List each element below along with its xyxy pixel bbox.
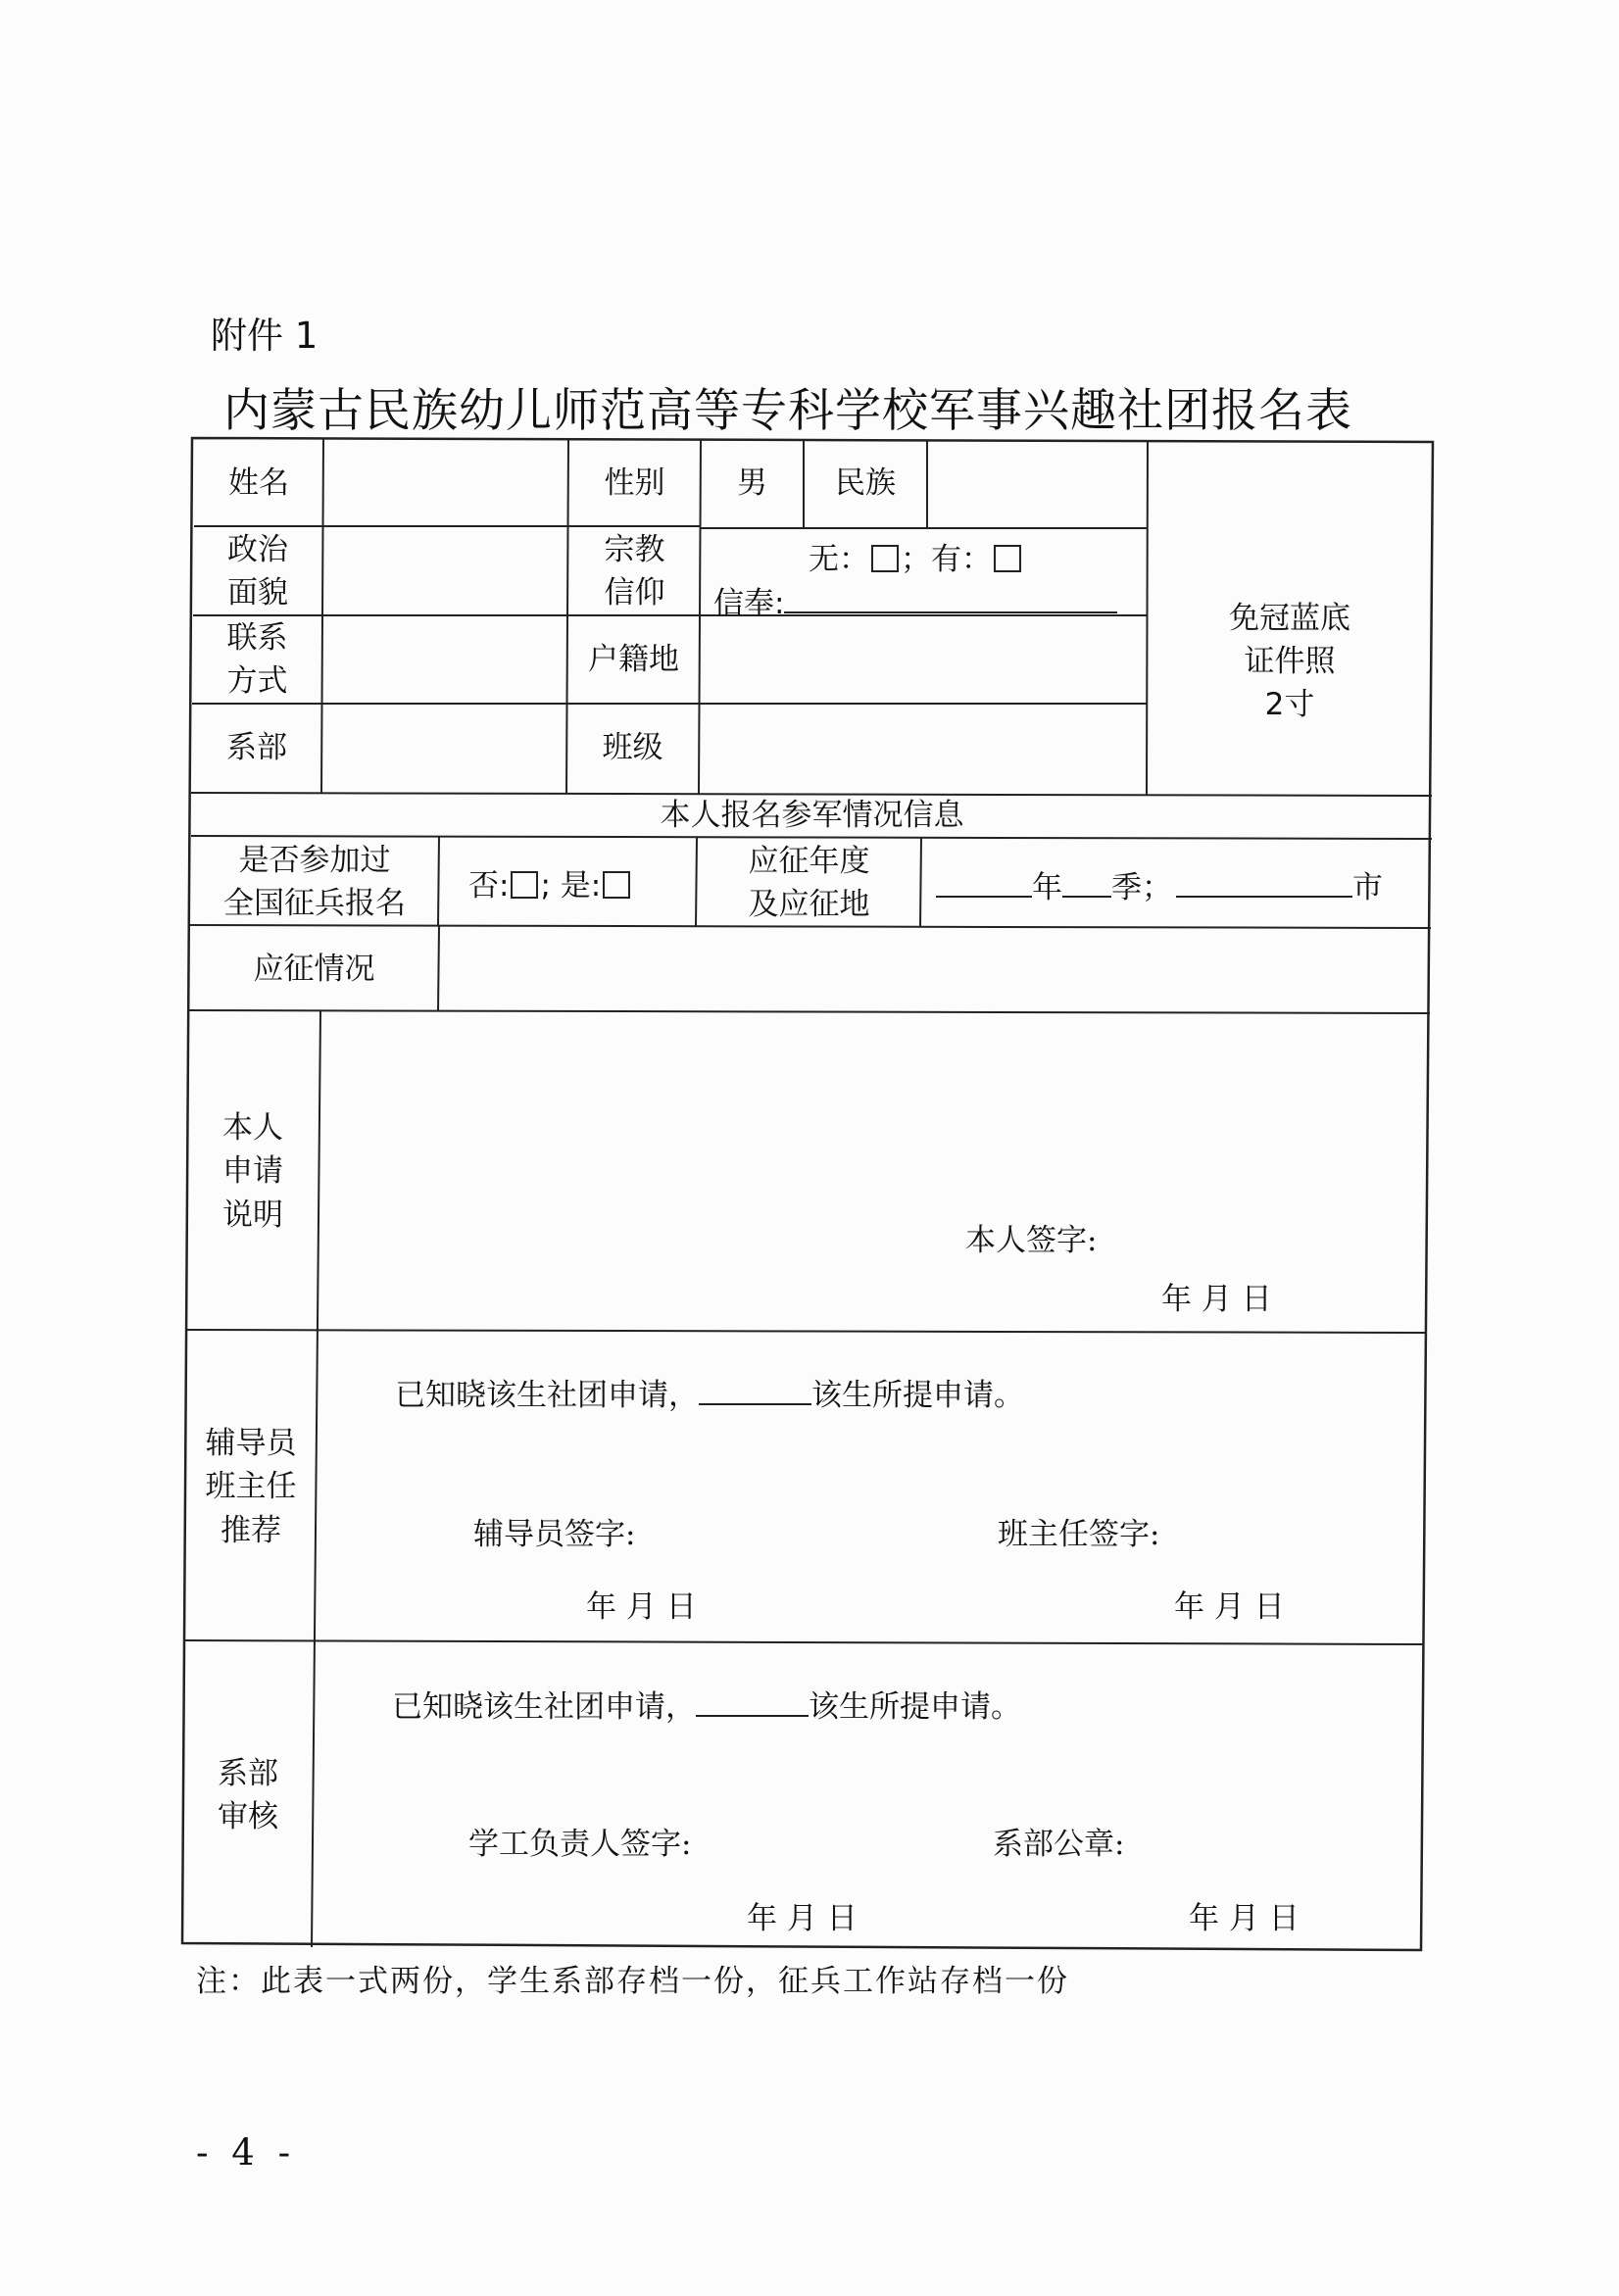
counselor-recommend-label: 辅导员 班主任 推荐 (205, 1426, 297, 1548)
gender-label: 性别 (604, 465, 665, 502)
counselor-opinion-line[interactable] (699, 1376, 811, 1405)
class-label: 班级 (602, 730, 663, 766)
political-status-label: 政治 面貌 (227, 531, 288, 611)
enlist-before-label: 是否参加过 全国征兵报名 (223, 842, 406, 921)
department-known-text (392, 1682, 1021, 1726)
application-label: 本人 申请 说明 (222, 1110, 283, 1233)
known-text-part-a: 已知晓该生社团申请， (395, 1378, 699, 1413)
staff-sign-date: 年 月 日 (747, 1901, 858, 1936)
department-label: 系部 (226, 730, 287, 766)
known-text-part-b: 该生所提申请。 (809, 1689, 1021, 1725)
department-opinion-line[interactable] (696, 1687, 809, 1717)
city-word: 市 (1352, 870, 1383, 905)
year-word: 年 (1032, 870, 1062, 905)
page-number: - 4 - (196, 2131, 297, 2174)
year-input-line[interactable] (936, 868, 1032, 898)
headteacher-sign-date: 年 月 日 (1174, 1589, 1285, 1625)
season-input-line[interactable] (1062, 868, 1111, 898)
season-word: 季； (1111, 870, 1172, 905)
self-sign-date: 年 月 日 (1161, 1282, 1272, 1317)
enlist-no-checkbox[interactable] (511, 871, 538, 899)
section-title: 本人报名参军情况信息 (660, 798, 964, 833)
footnote: 注：此表一式两份，学生系部存档一份，征兵工作站存档一份 (196, 1964, 1069, 1999)
photo-placeholder: 免冠蓝底 证件照 2寸 (1229, 600, 1350, 722)
counselor-known-text (395, 1370, 1024, 1414)
religion-has-label: ；有： (901, 542, 992, 577)
seal-date: 年 月 日 (1189, 1901, 1300, 1936)
department-seal-label: 系部公章: (993, 1827, 1125, 1862)
belief-label: 信奉: (713, 586, 785, 621)
religion-label: 宗教 信仰 (604, 531, 665, 611)
form-title: 内蒙古民族幼儿师范高等专科学校军事兴趣社团报名表 (223, 384, 1352, 438)
known-text-part-b: 该生所提申请。 (811, 1378, 1024, 1413)
religion-none-checkbox[interactable] (871, 545, 899, 572)
enlist-before-options (468, 860, 632, 904)
self-signature-label: 本人签字: (965, 1223, 1098, 1258)
enlist-year-fields (936, 862, 1383, 906)
headteacher-signature-label: 班主任签字: (998, 1517, 1160, 1552)
religion-has-checkbox[interactable] (994, 545, 1021, 572)
known-text-part-a: 已知晓该生社团申请， (392, 1689, 696, 1725)
enlist-yes-checkbox[interactable] (603, 871, 630, 899)
belief-input-line[interactable] (784, 584, 1117, 613)
name-field[interactable] (325, 453, 566, 513)
name-label: 姓名 (228, 465, 289, 502)
enlist-year-label: 应征年度 及应征地 (748, 843, 870, 922)
enlist-no-label: 否: (468, 868, 510, 904)
contact-label: 联系 方式 (226, 619, 288, 699)
gender-value[interactable]: 男 (737, 465, 767, 502)
enlist-yes-label: ; 是: (540, 868, 602, 904)
ethnicity-label: 民族 (835, 465, 896, 502)
attachment-label: 附件 1 (211, 315, 319, 357)
religion-none-label: 无： (809, 542, 869, 577)
city-input-line[interactable] (1176, 868, 1352, 898)
ethnicity-field[interactable] (929, 453, 1145, 513)
belief-row (713, 578, 1117, 622)
staff-signature-label: 学工负责人签字: (468, 1827, 692, 1862)
department-review-label: 系部 审核 (218, 1755, 278, 1834)
counselor-signature-label: 辅导员签字: (473, 1517, 636, 1552)
hukou-label: 户籍地 (588, 641, 679, 677)
enlist-status-label: 应征情况 (253, 951, 375, 987)
religion-options (809, 534, 1023, 578)
counselor-sign-date: 年 月 日 (586, 1589, 697, 1625)
